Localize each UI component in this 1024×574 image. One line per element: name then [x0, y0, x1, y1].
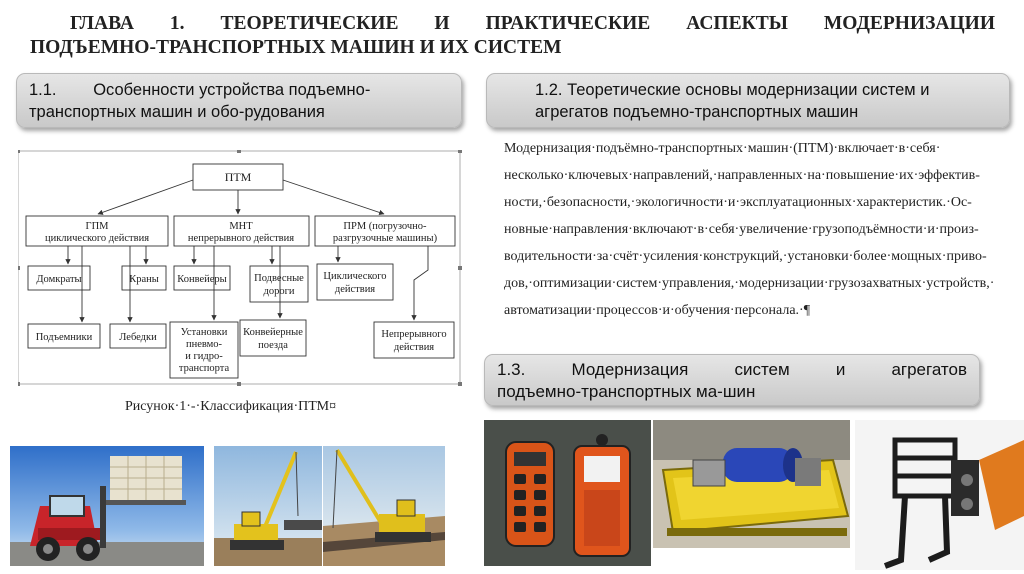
diagram-label-lebedki: Лебедки	[119, 332, 157, 343]
modernization-paragraph	[504, 135, 1004, 324]
section-1-2-line-1: 1.2. Теоретические основы модернизации систем и	[535, 81, 930, 99]
diagram-label-gpm-2: циклического действия	[44, 233, 150, 244]
remote-control-photo	[484, 420, 651, 566]
section-1-1-line-1: 1.1. Особенности устройства подъемно-	[29, 81, 371, 99]
section-1-3-line-2: подъемно-транспортных ма-шин	[497, 382, 756, 401]
paragraph-line: ности,·безопасности,·экологичности·и·эксплуатационных·характеристик.·Ос-	[504, 195, 972, 210]
section-1-3-line-1: 1.3. Модернизация систем и агрегатов	[497, 360, 967, 379]
diagram-label-gpm-1: ГПМ	[85, 221, 109, 232]
diagram-label-mnt-2: непрерывного действия	[187, 233, 295, 244]
diagram-label-konveyery: Конвейеры	[177, 274, 227, 285]
slide-title-line-1: ГЛАВА 1. ТЕОРЕТИЧЕСКИЕ И ПРАКТИЧЕСКИЕ АСПЕКТЫ МОДЕРНИЗАЦИИ	[70, 13, 995, 34]
paragraph-line: несколько·ключевых·направлений,·направленных·на·повышение·их·эффектив-	[504, 168, 980, 183]
slide-title-line-2: ПОДЪЕМНО-ТРАНСПОРТНЫХ МАШИН И ИХ СИСТЕМ	[30, 37, 562, 58]
pipelayer-photo-2	[323, 446, 445, 566]
ptm-classification-diagram	[18, 150, 462, 386]
diagram-label-prm-1: ПРМ (погрузочно-	[343, 221, 427, 232]
section-1-2-header	[486, 73, 1010, 128]
diagram-label-podvesnye-1: Подвесные	[254, 273, 304, 284]
diagram-label-prm-cyclic-2: действия	[334, 284, 376, 295]
section-1-1-line-2: транспортных машин и обо-рудования	[29, 103, 325, 121]
diagram-label-ptm: ПТМ	[224, 170, 252, 184]
diagram-label-podemniki: Подъемники	[35, 332, 93, 343]
paragraph-line: автоматизации·процессов·и·обучения·персонала.·¶	[504, 303, 811, 318]
diagram-label-ustanovki-3: и гидро-	[185, 351, 223, 362]
slide-title	[30, 12, 995, 60]
diagram-label-prm-cyclic-1: Циклического	[323, 271, 387, 282]
diagram-label-krany: Краны	[129, 274, 159, 285]
paragraph-line: Модернизация·подъёмно-транспортных·машин·(ПТМ)·включает·в·себя·	[504, 141, 941, 156]
diagram-label-ustanovki-1: Установки	[180, 327, 228, 338]
diagram-label-prm-continuous-1: Непрерывного	[381, 329, 447, 340]
crane-trolley-photo	[653, 420, 850, 548]
diagram-label-mnt-1: МНТ	[229, 221, 253, 232]
pipelayer-photo-1	[214, 446, 322, 566]
diagram-label-ustanovki-2: пневмо-	[185, 339, 223, 350]
diagram-label-konv-poezda-2: поезда	[258, 340, 288, 351]
diagram-label-podvesnye-2: дороги	[263, 286, 295, 297]
figure-caption: Рисунок·1·-·Классификация·ПТМ¤	[125, 399, 337, 414]
fork-attachment-photo	[855, 420, 1024, 570]
paragraph-line: дов,·оптимизации·систем·управления,·модернизации·грузозахватных·устройств,·	[504, 276, 995, 291]
diagram-label-prm-continuous-2: действия	[393, 342, 435, 353]
paragraph-line: новные·направления·включают·в·себя·увеличение·грузоподъёмности·и·произ-	[504, 222, 979, 237]
forklift-photo	[10, 446, 204, 566]
diagram-label-prm-2: разгрузочные машины)	[332, 233, 438, 244]
diagram-label-konv-poezda-1: Конвейерные	[243, 327, 303, 338]
paragraph-line: водительности·за·счёт·усиления·конструкций,·установки·более·мощных·приво-	[504, 249, 987, 264]
diagram-label-domkraty: Домкраты	[36, 274, 82, 285]
section-1-3-header	[484, 354, 980, 406]
section-1-1-header	[16, 73, 462, 128]
diagram-label-ustanovki-4: транспорта	[178, 363, 230, 374]
section-1-2-line-2: агрегатов подъемно-транспортных машин	[535, 103, 859, 121]
